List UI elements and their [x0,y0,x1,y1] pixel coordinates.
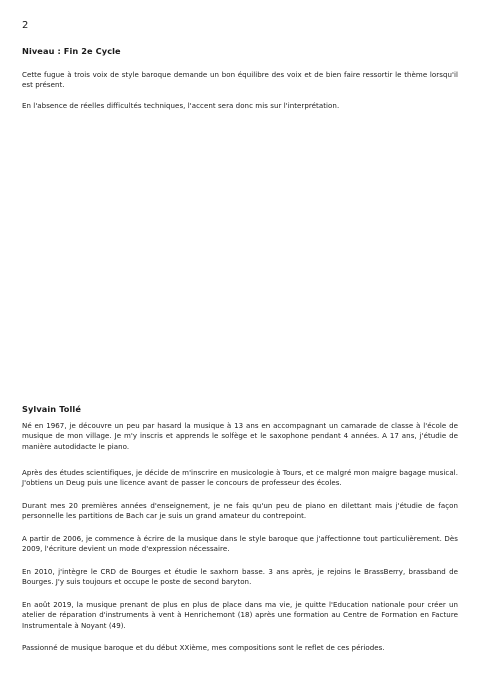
author-heading: Sylvain Tollé [22,404,81,414]
page-number: 2 [22,20,29,31]
intro-paragraph: En l'absence de réelles difficultés techniques, l'accent sera donc mis sur l'interprétation. [22,101,340,110]
bio-paragraph: A partir de 2006, je commence à écrire de la musique dans le style baroque que j'affectionne tout particulièrement. Dès 2009, l'écriture devient un mode d'expression nécessaire. [22,534,458,554]
bio-paragraph: Né en 1967, je découvre un peu par hasard la musique à 13 ans en accompagnant un camarade de classe à l'école de musique de mon village. Je m'y inscris et apprends le solfège et le saxophone pendant 4 années. A 17 ans, j'étudie de manière autodidacte le piano. [22,421,458,451]
bio-paragraph: En 2010, j'intègre le CRD de Bourges et étudie le saxhorn basse. 3 ans après, je rejoins le BrassBerry, brassband de Bourges. J'y suis toujours et occupe le poste de second baryton. [22,567,458,587]
bio-paragraph: Durant mes 20 premières années d'enseignement, je ne fais qu'un peu de piano en dilettant mais j'étudie de façon personnelle les partitions de Bach car je suis un grand amateur du contrepoint. [22,501,458,521]
bio-paragraph: En août 2019, la musique prenant de plus en plus de place dans ma vie, je quitte l'Education nationale pour créer un atelier de réparation d'instruments à vent à Henrichemont (18) après une formation au Centre de Formation en Facture Instrumentale à Noyant (49). [22,600,458,630]
bio-paragraph: Passionné de musique baroque et du début XXième, mes compositions sont le reflet de ces périodes. [22,643,385,652]
bio-paragraph: Après des études scientifiques, je décide de m'inscrire en musicologie à Tours, et ce malgré mon maigre bagage musical. J'obtiens un Deug puis une licence avant de passer le concours de professeur des écoles. [22,468,458,488]
intro-paragraph: Cette fugue à trois voix de style baroque demande un bon équilibre des voix et de bien faire ressortir le thème lorsqu'il est présent. [22,70,458,90]
level-heading: Niveau : Fin 2e Cycle [22,46,121,56]
